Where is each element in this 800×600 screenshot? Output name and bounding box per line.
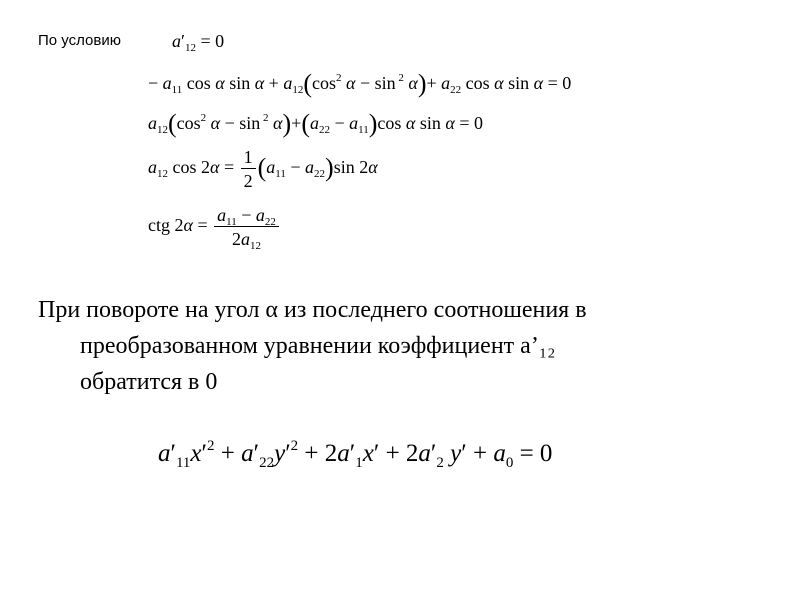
equation-1: − $a_{11}$ cos α $\sin \alpha + a_{12}(\cos^2$ α − sin $^2$ $\alpha)+ a_{22}$ cos α sin α = 0 (148, 69, 572, 98)
paragraph-line-2: преобразованном уравнении коэффициент a’₁₂ (80, 333, 556, 359)
final-equation: $a'_{11}x'^2 + a'_{22}y'^2 + 2a'_1x' + 2a'_2$ $y' + a_0 = 0$ (158, 438, 553, 471)
paragraph-line-1: При повороте на угол α из последнего соотношения в (38, 297, 587, 323)
condition-label: По условию (38, 32, 121, 49)
fraction-ctg: $\frac{a_{11} - a_{22}}{2a_{12}}$ (214, 206, 279, 248)
fraction-one-half: $\frac{1}{2}$ (241, 148, 256, 190)
equation-condition: $a'_{12} = 0$ (172, 31, 225, 54)
equation-2: $a_{12}(\cos^2$ α − sin $^2$ $\alpha)+(a_{22} - a_{11})\cos$ α sin α = 0 (148, 109, 483, 138)
explanation-paragraph (38, 292, 768, 400)
equation-3: $a_{12}$ cos 2α = $\frac{1}{2}$ $(a_{11} - a_{22})\sin$ 2α (148, 147, 378, 191)
equation-4: ctg 2α = $\frac{a_{11} - a_{22}}{2a_{12}}$ (148, 206, 281, 248)
paragraph-line-3: обратится в 0 (80, 369, 218, 395)
